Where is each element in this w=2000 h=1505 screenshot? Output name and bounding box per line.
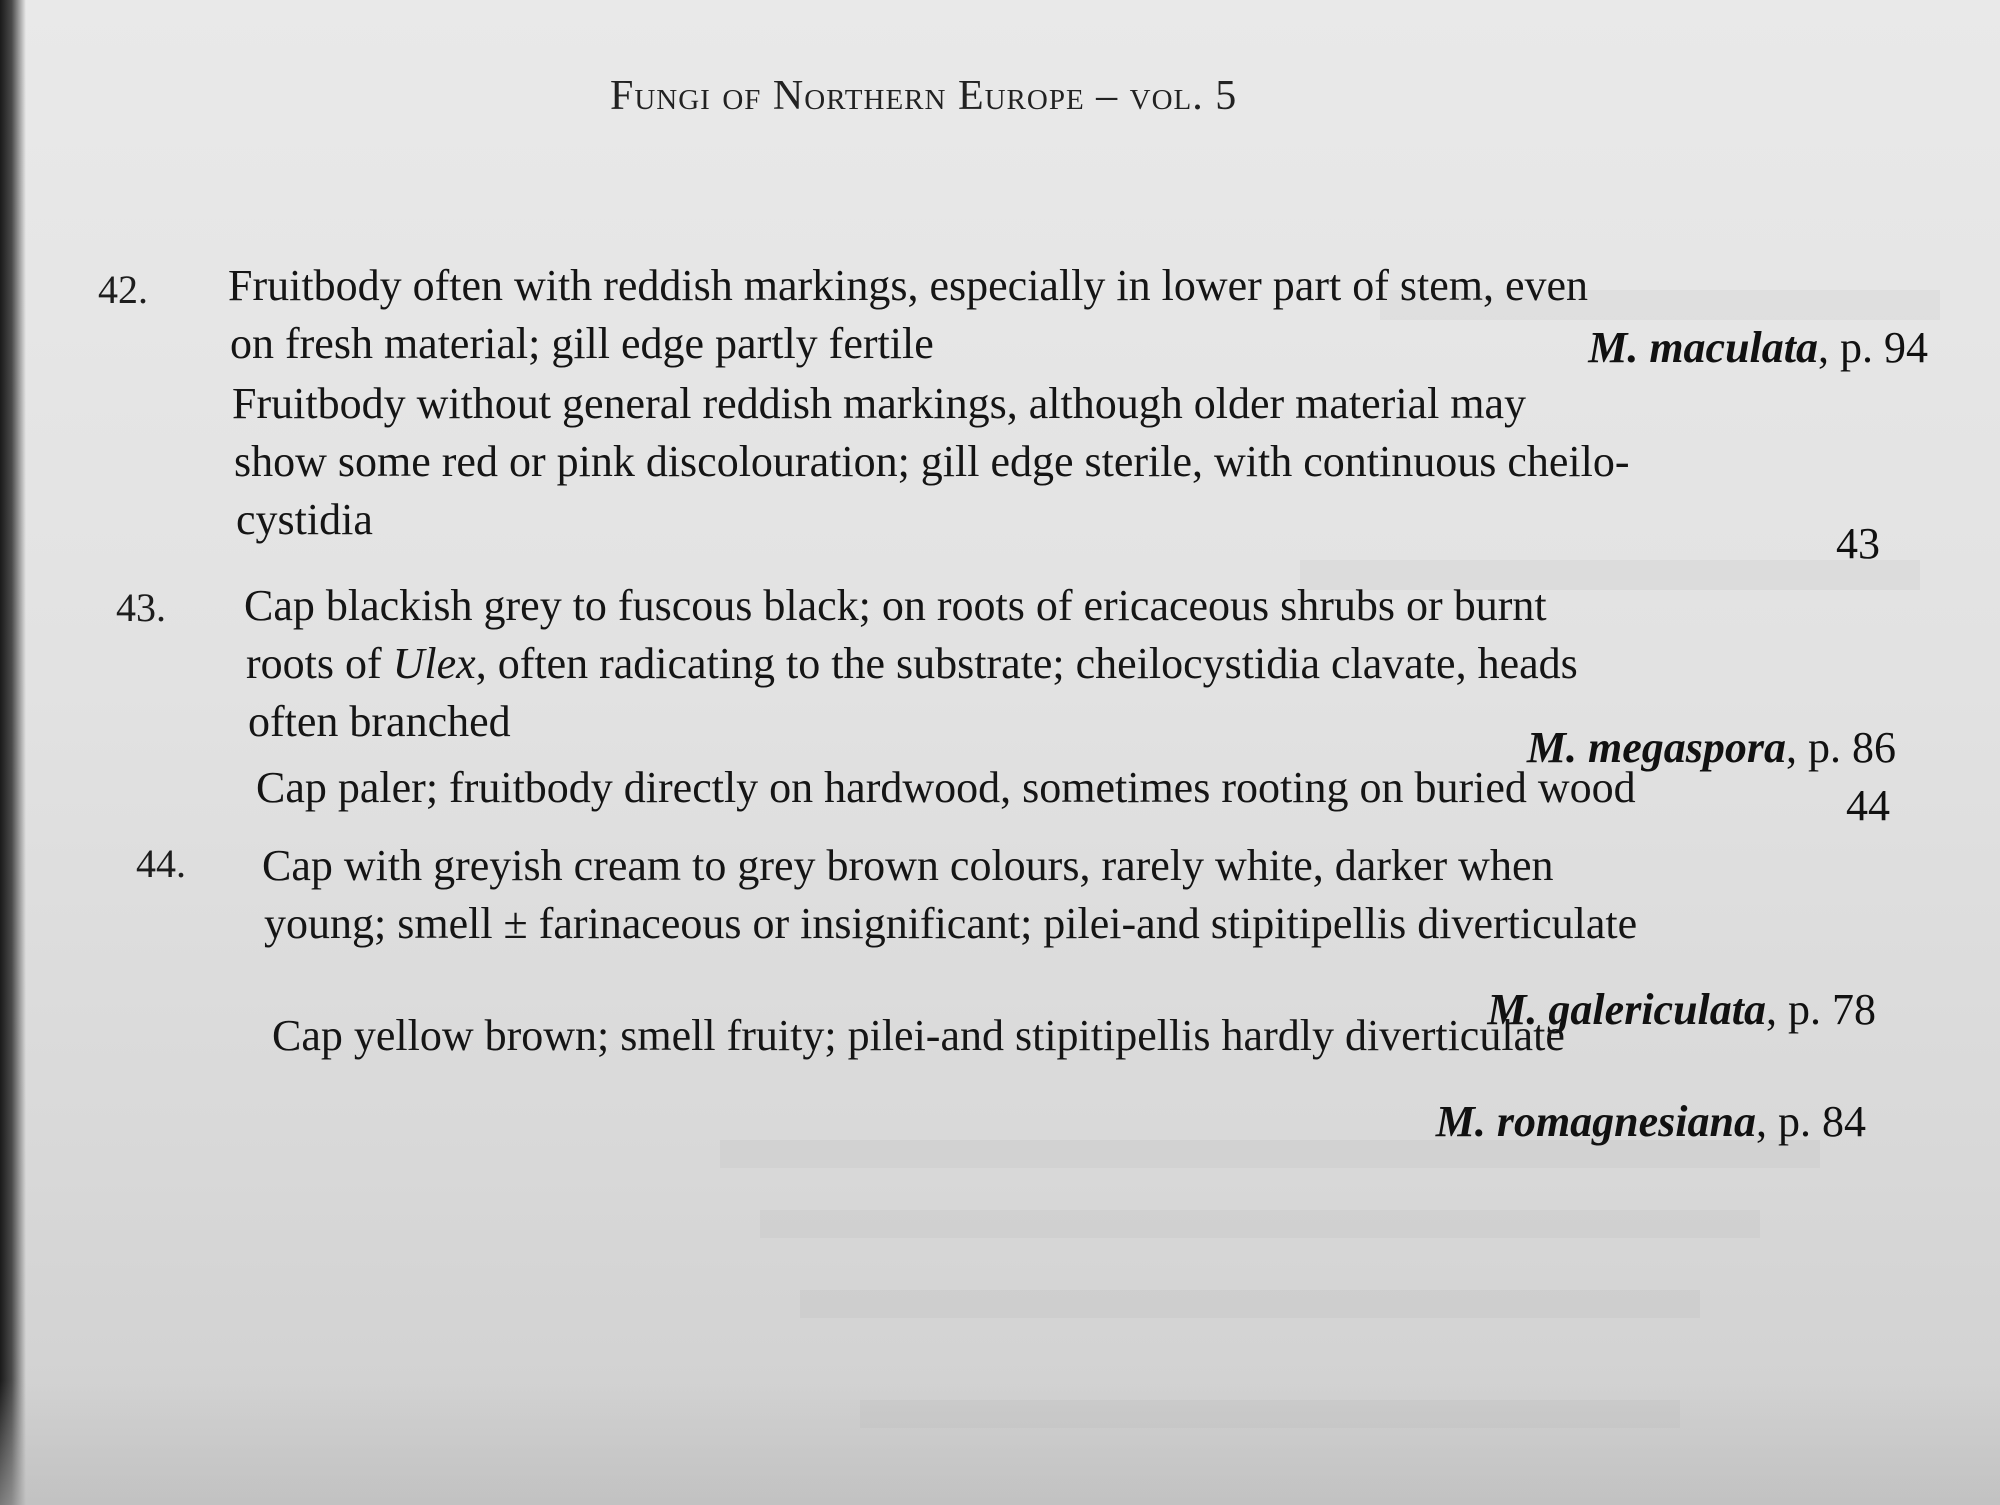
next-couplet-ref: 43 [1836, 519, 1880, 568]
text-run: , [475, 639, 487, 688]
text-run: often radicating to the substrate; cheilocystidia clavate, heads [497, 639, 1578, 688]
key-line: Cap with greyish cream to grey brown colours, rarely white, darker when [262, 841, 1554, 890]
page-reference: , p. 78 [1766, 985, 1876, 1034]
species-name: M. maculata [1588, 323, 1818, 372]
show-through-mark [800, 1290, 1700, 1318]
species-result [1380, 322, 1928, 374]
page-edge-shading [0, 1380, 2000, 1505]
page-reference: , p. 86 [1786, 723, 1896, 772]
key-line: Cap yellow brown; smell fruity; pilei-and stipitipellis hardly diverticulate [272, 1011, 1565, 1060]
key-line: Fruitbody often with reddish markings, especially in lower part of stem, even [228, 261, 1589, 310]
page-reference: , p. 84 [1756, 1097, 1866, 1146]
next-couplet-ref: 44 [1846, 781, 1890, 830]
couplet-number: 42. [98, 267, 148, 312]
species-result [1260, 1096, 1866, 1148]
couplet-number: 43. [116, 585, 166, 630]
key-line: show some red or pink discolouration; gill edge sterile, with continuous cheilo- [234, 437, 1630, 486]
species-name: M. megaspora [1526, 723, 1786, 772]
genus-name: Ulex [392, 639, 476, 688]
key-line: Cap blackish grey to fuscous black; on roots of ericaceous shrubs or burnt [244, 581, 1547, 630]
couplet-number: 44. [136, 841, 186, 886]
spine-shadow [0, 0, 26, 1505]
key-line: cystidia [236, 495, 373, 544]
text-run: roots of [246, 639, 393, 688]
species-name: M. galericulata [1487, 985, 1766, 1034]
running-head: Fungi of Northern Europe – vol. 5 [610, 73, 1238, 119]
key-line: young; smell ± farinaceous or insignificant; pilei-and stipitipellis diverticulate [264, 899, 1638, 948]
key-line [246, 638, 1578, 690]
page-reference: , p. 94 [1818, 323, 1928, 372]
key-line: often branched [248, 697, 511, 746]
key-line: Fruitbody without general reddish markings, although older material may [232, 379, 1527, 428]
species-name: M. romagnesiana [1435, 1097, 1756, 1146]
key-line: Cap paler; fruitbody directly on hardwood, sometimes rooting on buried wood [256, 763, 1636, 812]
show-through-mark [760, 1210, 1760, 1238]
key-line: on fresh material; gill edge partly fertile [230, 319, 934, 368]
